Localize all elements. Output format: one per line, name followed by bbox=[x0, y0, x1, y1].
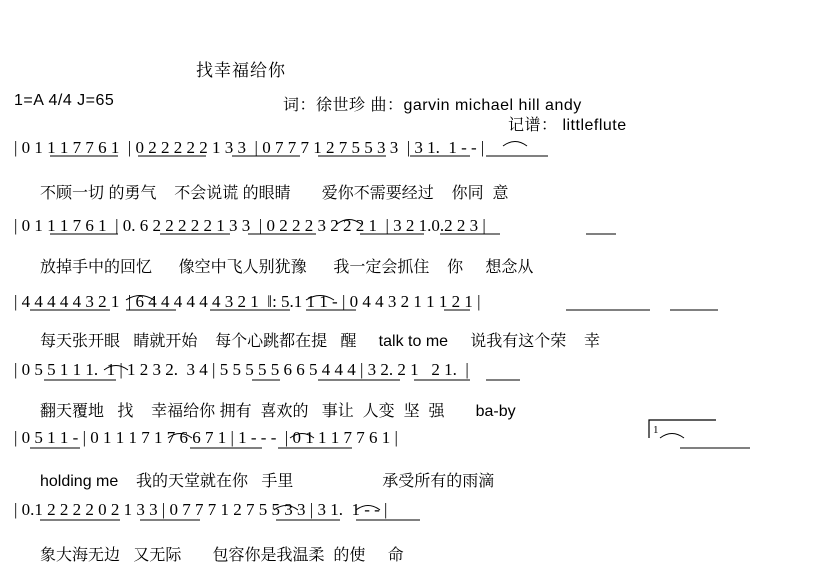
lyric-line: 放掉手中的回忆 像空中飞人别犹豫 我一定会抓住 你 想念从 bbox=[40, 259, 534, 276]
music-staff-line: | 0.1 2 2 2 2 0 2 1 3 3 | 0 7 7 7 1 2 7 5 5 3 3 | 3 1. 1 - - | bbox=[14, 500, 388, 519]
music-staff-line: | 0 1 1 1 7 7 6 1 | 0 2 2 2 2 2 1 3 3 | 0 7 7 7 1 2 7 5 5 3 3 | 3 1. 1 - - | bbox=[14, 138, 485, 157]
lyric-line: 象大海无边 又无际 包容你是我温柔 的使 命 bbox=[40, 547, 404, 564]
lyricist-composer-credit: 词：徐世珍 曲：garvin michael hill andy bbox=[283, 97, 582, 114]
notation-credit: 记谱： littleflute bbox=[508, 117, 627, 134]
page-title: 找幸福给你 bbox=[196, 61, 286, 80]
lyric-line: 不顾一切 的勇气 不会说谎 的眼睛 爱你不需要经过 你同 意 bbox=[40, 185, 509, 202]
svg-text:1: 1 bbox=[653, 424, 659, 436]
lyric-line: holding me 我的天堂就在你 手里 承受所有的雨滴 bbox=[40, 473, 495, 490]
lyric-line: 翻天覆地 找 幸福给你 拥有 喜欢的 事让 人变 坚 强 ba-by bbox=[40, 403, 516, 420]
music-staff-line: | 4 4 4 4 4 3 2 1 | 6 4 4 4 4 4 4 3 2 1 ‖: 5.1 1 1 - | 0 4 4 3 2 1 1 1 2 1 | bbox=[14, 292, 481, 311]
music-staff-line: | 0 1 1 1 7 6 1 | 0. 6 2 2 2 2 2 1 3 3 | 0 2 2 2 3 2 2 2 1 | 3 2 1.0.2 2 3 | bbox=[14, 216, 486, 235]
lyric-line: 每天张开眼 睛就开始 每个心跳都在提 醒 talk to me 说我有这个荣 幸 bbox=[40, 333, 601, 350]
music-staff-line: | 0 5 1 1 - | 0 1 1 1 7 1 7 6 6 7 1 | 1 - - - | 0 1 1 1 7 7 6 1 | bbox=[14, 428, 398, 447]
first-ending-bracket-icon bbox=[648, 418, 718, 440]
key-tempo-label: 1=A 4/4 J=65 bbox=[14, 92, 115, 109]
music-staff-line: | 0 5 5 1 1 1. 1 | 1 2 3 2. 3 4 | 5 5 5 5 5 6 6 5 4 4 4 | 3 2. 2 1 2 1. | bbox=[14, 360, 469, 379]
first-ending-bracket bbox=[648, 418, 718, 444]
